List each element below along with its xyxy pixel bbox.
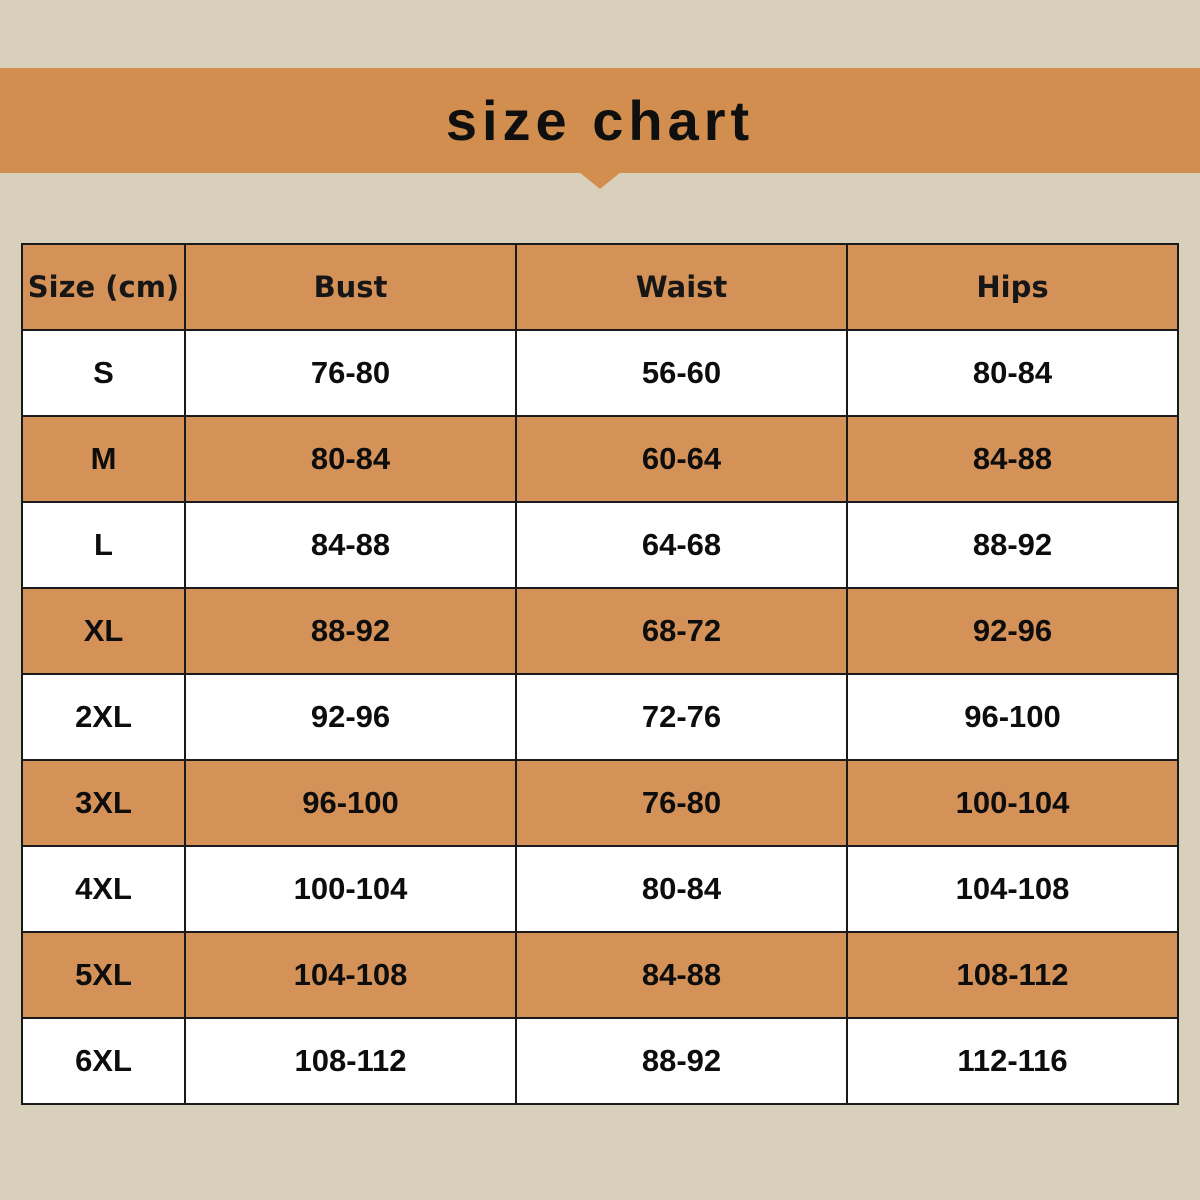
bust-cell: 100-104 [185,846,516,932]
table-row [22,932,1178,1018]
bust-cell: 84-88 [185,502,516,588]
hips-cell: 112-116 [847,1018,1178,1104]
size-cell: 3XL [22,760,185,846]
table-row [22,416,1178,502]
table-row [22,588,1178,674]
column-header-waist: Waist [516,244,847,330]
size-cell: 2XL [22,674,185,760]
waist-cell: 68-72 [516,588,847,674]
hips-cell: 100-104 [847,760,1178,846]
title-band [0,68,1200,173]
table-row [22,502,1178,588]
waist-cell: 80-84 [516,846,847,932]
bust-cell: 88-92 [185,588,516,674]
size-cell: 5XL [22,932,185,1018]
bust-cell: 104-108 [185,932,516,1018]
table-row [22,1018,1178,1104]
bust-cell: 80-84 [185,416,516,502]
bust-cell: 96-100 [185,760,516,846]
table-row [22,760,1178,846]
hips-cell: 84-88 [847,416,1178,502]
header-row [22,244,1178,330]
hips-cell: 80-84 [847,330,1178,416]
size-chart-table [21,243,1179,1105]
waist-cell: 88-92 [516,1018,847,1104]
waist-cell: 60-64 [516,416,847,502]
size-cell: M [22,416,185,502]
bust-cell: 92-96 [185,674,516,760]
waist-cell: 64-68 [516,502,847,588]
hips-cell: 96-100 [847,674,1178,760]
size-cell: 6XL [22,1018,185,1104]
hips-cell: 92-96 [847,588,1178,674]
table-row [22,846,1178,932]
table-row [22,674,1178,760]
column-header-hips: Hips [847,244,1178,330]
waist-cell: 72-76 [516,674,847,760]
hips-cell: 108-112 [847,932,1178,1018]
page-title: size chart [445,89,755,152]
column-header-size: Size (cm) [22,244,185,330]
table-row [22,330,1178,416]
hips-cell: 104-108 [847,846,1178,932]
size-cell: S [22,330,185,416]
size-cell: 4XL [22,846,185,932]
pointer-down-icon [579,172,621,189]
waist-cell: 84-88 [516,932,847,1018]
bust-cell: 76-80 [185,330,516,416]
bust-cell: 108-112 [185,1018,516,1104]
size-cell: XL [22,588,185,674]
hips-cell: 88-92 [847,502,1178,588]
size-cell: L [22,502,185,588]
waist-cell: 56-60 [516,330,847,416]
column-header-bust: Bust [185,244,516,330]
waist-cell: 76-80 [516,760,847,846]
